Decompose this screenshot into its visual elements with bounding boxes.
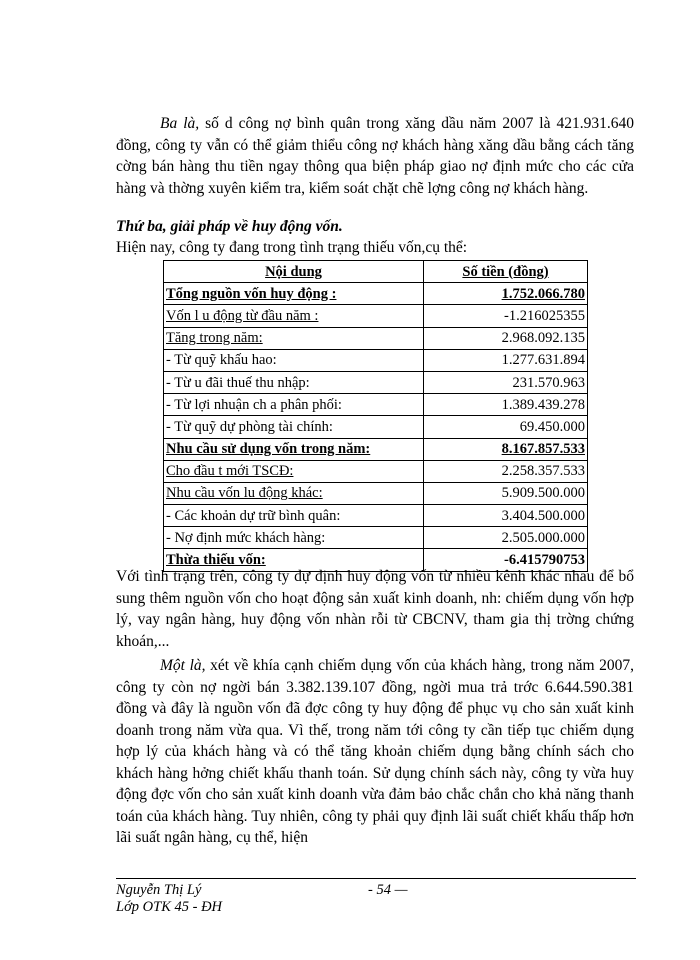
row-value: 3.404.500.000 — [424, 505, 588, 527]
footer-rule — [116, 878, 636, 879]
row-label: - Từ quỹ dự phòng tài chính: — [164, 416, 424, 438]
row-label: Tăng trong năm: — [164, 327, 424, 349]
table-header-content: Nội dung — [164, 261, 424, 283]
row-value: 5.909.500.000 — [424, 482, 588, 504]
table-row — [164, 305, 588, 327]
table-header-row — [164, 261, 588, 283]
row-value: 2.505.000.000 — [424, 527, 588, 549]
row-value: 1.277.631.894 — [424, 349, 588, 371]
paragraph-text: xét về khía cạnh chiếm dụng vốn của khách hàng, trong năm 2007, công ty còn nợ ngời bán 3.382.139.107 đồng, ngời mua trả trớc 6.644.590.381 đồng và đây là nguồn vốn đã đợc công ty huy động để phục vụ cho sản xuất kinh doanh trong năm vừa qua. Vì thế, trong năm tới công ty cần tiếp tục chiếm dụng hợp lý của khách hàng và có thể tăng khoản chiếm dụng bằng chính sách cho khách hàng hởng chiết khấu thanh toán. Sử dụng chính sách này, công ty vừa huy động đợc vốn cho sản xuất kinh doanh vừa đảm bảo chắc chắn cho khả năng thanh toán của khách hàng. Tuy nhiên, công ty phải quy định lãi suất chiết khấu thấp hơn lãi suất ngân hàng, cụ thể, hiện — [116, 657, 635, 846]
row-value: 1.752.066.780 — [424, 283, 588, 305]
row-value: 69.450.000 — [424, 416, 588, 438]
footer-class: Lớp OTK 45 - ĐH — [116, 899, 223, 915]
row-value: 231.570.963 — [424, 371, 588, 393]
paragraph-mot-la — [116, 655, 634, 849]
table-row — [164, 505, 588, 527]
row-value: 8.167.857.533 — [424, 438, 588, 460]
row-value: 2.968.092.135 — [424, 327, 588, 349]
row-value: -6.415790753 — [424, 549, 588, 571]
paragraph-lead: Ba là, — [160, 115, 200, 132]
row-label: Thừa thiếu vốn: — [164, 549, 424, 571]
paragraph-lead: Một là, — [160, 657, 206, 674]
row-label: Cho đầu t mới TSCĐ: — [164, 460, 424, 482]
row-value: 1.389.439.278 — [424, 394, 588, 416]
intro-text: Hiện nay, công ty đang trong tình trạng thiếu vốn,cụ thể: — [116, 239, 468, 256]
capital-table — [163, 260, 588, 572]
row-label: - Nợ định mức khách hàng: — [164, 527, 424, 549]
table-header-amount: Số tiền (đồng) — [424, 261, 588, 283]
footer-author-block — [116, 882, 222, 916]
table-row — [164, 460, 588, 482]
row-value: -1.216025355 — [424, 305, 588, 327]
row-label: - Các khoản dự trữ bình quân: — [164, 505, 424, 527]
row-value: 2.258.357.533 — [424, 460, 588, 482]
table-row — [164, 527, 588, 549]
table-row — [164, 283, 588, 305]
table-row — [164, 438, 588, 460]
row-label: Nhu cầu vốn lu động khác: — [164, 482, 424, 504]
row-label: - Từ lợi nhuận ch a phân phối: — [164, 394, 424, 416]
table-row — [164, 349, 588, 371]
row-label: - Từ quỹ khấu hao: — [164, 349, 424, 371]
row-label: Nhu cầu sử dụng vốn trong năm: — [164, 438, 424, 460]
table-row — [164, 416, 588, 438]
table-row — [164, 327, 588, 349]
page-number: - 54 — — [368, 882, 408, 898]
row-label: Vốn l u động từ đầu năm : — [164, 305, 424, 327]
row-label: - Từ u đãi thuế thu nhập: — [164, 371, 424, 393]
row-label: Tổng nguồn vốn huy động : — [164, 283, 424, 305]
table-row — [164, 394, 588, 416]
paragraph-funding: Với tình trạng trên, công ty dự định huy động vốn từ nhiều kênh khác nhau để bổ sung thêm nguồn vốn cho hoạt động sản xuất kinh doanh, nh: chiếm dụng vốn hợp lý, vay ngân hàng, huy động vốn nhàn rỗi từ CBCNV, tham gia thị trờng chứng khoán,... — [116, 568, 634, 650]
table-row — [164, 482, 588, 504]
paragraph-text: số d công nợ bình quân trong xăng dầu năm 2007 là 421.931.640 đồng, công ty vẫn có thể giảm thiểu công nợ khách hàng xăng dầu bằng cách tăng cờng bán hàng thu tiền ngay thông qua biện pháp giao nợ định mức cho các cửa hàng và thờng xuyên kiểm tra, kiểm soát chặt chẽ lợng công nợ khách hàng. — [116, 115, 634, 197]
table-row — [164, 371, 588, 393]
footer-author: Nguyễn Thị Lý — [116, 882, 202, 898]
paragraph-ba-la — [116, 113, 634, 199]
section-heading: Thứ ba, giải pháp về huy động vốn. — [116, 218, 343, 235]
